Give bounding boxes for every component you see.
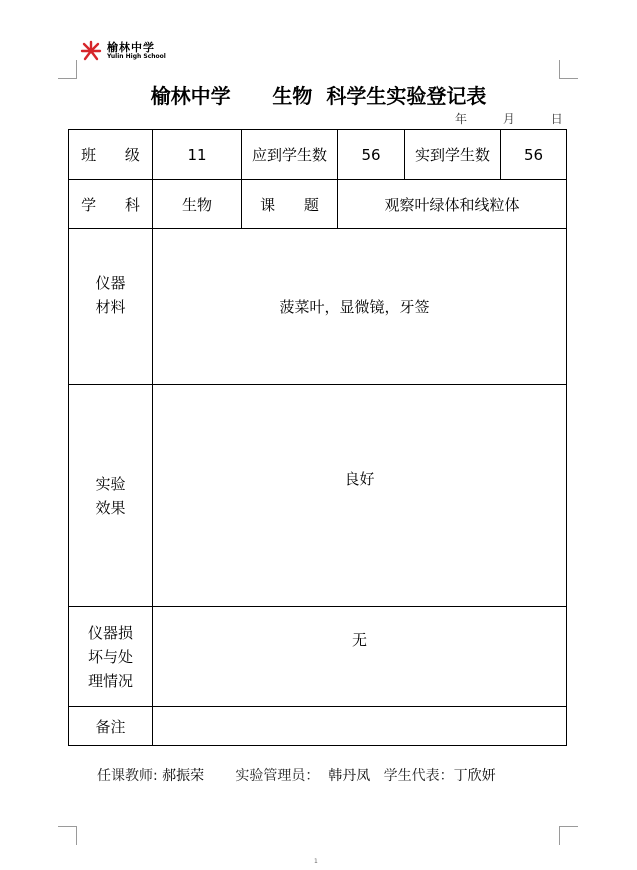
actual-students-label: 实到学生数 xyxy=(405,130,501,180)
damage-label xyxy=(69,607,153,707)
teacher-name: 郝振荣 xyxy=(162,768,205,784)
expected-students-label: 应到学生数 xyxy=(242,130,338,180)
page-number: 1 xyxy=(314,858,318,865)
student-rep-label: 学生代表： xyxy=(383,768,454,784)
manager-name: 韩丹凤 xyxy=(328,768,371,784)
effect-value-text: 良好 xyxy=(344,469,375,488)
table-row xyxy=(69,229,567,385)
equipment-label xyxy=(69,229,153,385)
manager-label: 实验管理员： xyxy=(235,768,320,784)
damage-label-line2: 坏与处 xyxy=(87,647,133,666)
damage-value-text: 无 xyxy=(351,630,367,649)
damage-label-line3: 理情况 xyxy=(87,671,133,690)
document-title: 榆林中学 生物 科学生实验登记表 xyxy=(150,84,487,108)
teacher-label: 任课教师: xyxy=(97,768,158,784)
topic-value: 观察叶绿体和线粒体 xyxy=(338,180,567,229)
student-rep-name: 丁欣妍 xyxy=(453,768,496,784)
effect-label-line1: 实验 xyxy=(95,474,126,493)
table-row xyxy=(69,385,567,607)
actual-students-value: 56 xyxy=(501,130,567,180)
effect-label-line2: 效果 xyxy=(95,498,126,517)
date-day-label: 日 xyxy=(550,112,563,126)
date-month-label: 月 xyxy=(502,112,515,126)
registration-table xyxy=(68,129,567,746)
class-value: 11 xyxy=(153,130,242,180)
table-row xyxy=(69,607,567,707)
crop-mark-bottom-right xyxy=(559,826,578,845)
date-line xyxy=(455,110,563,127)
class-label: 班 级 xyxy=(69,130,153,180)
crop-mark-bottom-left xyxy=(58,826,77,845)
equipment-label-line2: 材料 xyxy=(95,297,126,316)
expected-students-value: 56 xyxy=(338,130,405,180)
damage-value xyxy=(153,607,567,707)
logo-english-text: Yulin High School xyxy=(107,53,166,60)
effect-value xyxy=(153,385,567,607)
table-row xyxy=(69,130,567,180)
equipment-value xyxy=(153,229,567,385)
effect-label xyxy=(69,385,153,607)
date-year-label: 年 xyxy=(455,112,468,126)
subject-label: 学 科 xyxy=(69,180,153,229)
crop-mark-top-left xyxy=(58,60,77,79)
school-emblem-icon xyxy=(80,40,102,62)
signature-footer xyxy=(97,765,496,785)
equipment-value-text: 菠菜叶，显微镜，牙签 xyxy=(279,298,430,316)
remark-label: 备注 xyxy=(69,707,153,746)
subject-value: 生物 xyxy=(153,180,242,229)
topic-label: 课 题 xyxy=(242,180,338,229)
damage-label-line1: 仪器损 xyxy=(87,623,133,642)
crop-mark-top-right xyxy=(559,60,578,79)
equipment-label-line1: 仪器 xyxy=(95,273,126,292)
remark-value xyxy=(153,707,567,746)
table-row xyxy=(69,180,567,229)
school-logo xyxy=(80,40,166,62)
table-row xyxy=(69,707,567,746)
logo-chinese-text: 榆林中学 xyxy=(107,41,155,54)
